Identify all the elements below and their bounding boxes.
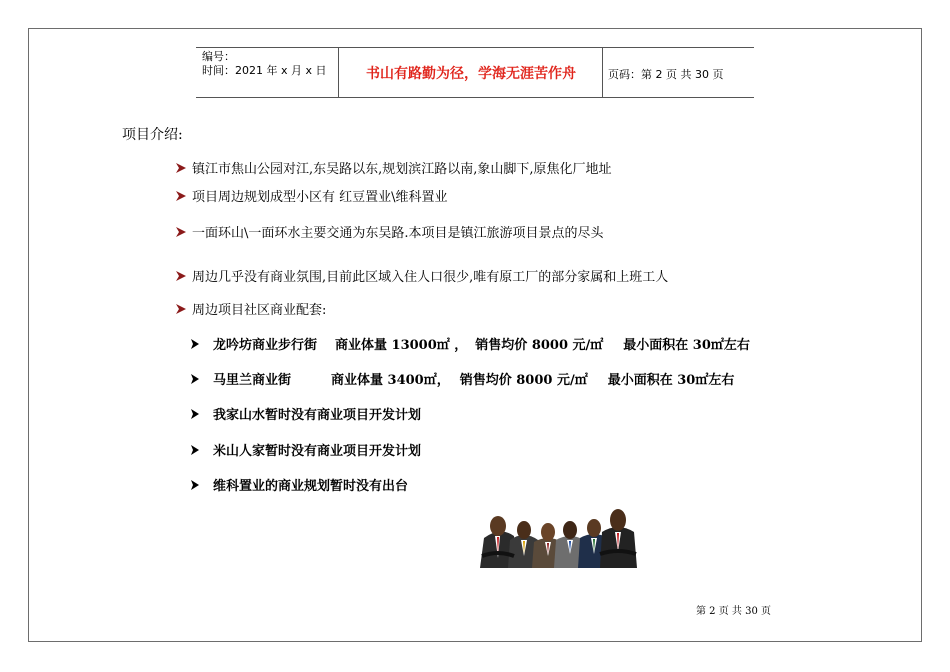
sub-item	[189, 475, 408, 494]
chevron-right-icon	[189, 373, 201, 385]
section-title: 项目介绍:	[122, 127, 183, 143]
chevron-right-icon	[189, 444, 201, 456]
sub-item	[189, 334, 750, 353]
page-footer: 第 2 页 共 30 页	[696, 606, 771, 617]
bullet-item	[176, 266, 668, 285]
sub-item-volume: 商业体量 13000㎡ ，	[335, 338, 468, 353]
chevron-right-icon	[189, 338, 201, 350]
bullet-text: 一面环山\一面环水主要交通为东吴路.本项目是镇江旅游项目景点的尽头	[192, 226, 604, 241]
sub-item-name: 马里兰商业街	[213, 373, 292, 388]
sub-item	[189, 369, 734, 388]
sub-item-name: 龙吟坊商业步行街	[213, 338, 318, 353]
business-people-clipart	[480, 496, 637, 568]
arrow-right-icon	[176, 163, 186, 173]
arrow-right-icon	[176, 271, 186, 281]
arrow-right-icon	[176, 191, 186, 201]
chevron-right-icon	[189, 479, 201, 491]
bullet-text: 镇江市焦山公园对江,东吴路以东,规划滨江路以南,象山脚下,原焦化厂地址	[192, 162, 612, 177]
sub-item	[189, 404, 421, 423]
sub-item-price: 销售均价 8000 元/㎡	[459, 373, 588, 388]
arrow-right-icon	[176, 227, 186, 237]
bullet-text: 周边几乎没有商业氛围,目前此区域入住人口很少,唯有原工厂的部分家属和上班工人	[192, 270, 669, 285]
header-page-number: 页码：第 2 页 共 30 页	[608, 68, 724, 81]
header-serial: 编号：	[202, 50, 235, 63]
page-header	[196, 47, 754, 98]
sub-item-text: 米山人家暂时没有商业项目开发计划	[213, 444, 422, 459]
header-divider	[602, 48, 603, 97]
bullet-item	[176, 186, 448, 205]
bullet-item	[176, 299, 326, 318]
sub-item-volume: 商业体量 3400㎡，	[331, 373, 450, 388]
bullet-text: 项目周边规划成型小区有 红豆置业\维科置业	[192, 190, 448, 205]
bullet-item	[176, 158, 612, 177]
sub-item-text: 我家山水暂时没有商业项目开发计划	[213, 408, 422, 423]
sub-item	[189, 440, 421, 459]
bullet-item	[176, 222, 604, 241]
header-date: 时间：2021 年 x 月 x 日	[202, 64, 327, 77]
bullet-text: 周边项目社区商业配套:	[192, 303, 327, 318]
sub-item-text: 维科置业的商业规划暂时没有出台	[213, 479, 409, 494]
header-info	[202, 50, 327, 78]
sub-item-area: 最小面积在 30㎡左右	[607, 373, 735, 388]
sub-item-price: 销售均价 8000 元/㎡	[475, 338, 604, 353]
header-motto: 书山有路勤为径，学海无涯苦作舟	[366, 65, 576, 82]
sub-item-area: 最小面积在 30㎡左右	[623, 338, 750, 353]
arrow-right-icon	[176, 304, 186, 314]
header-divider	[338, 48, 339, 97]
chevron-right-icon	[189, 408, 201, 420]
